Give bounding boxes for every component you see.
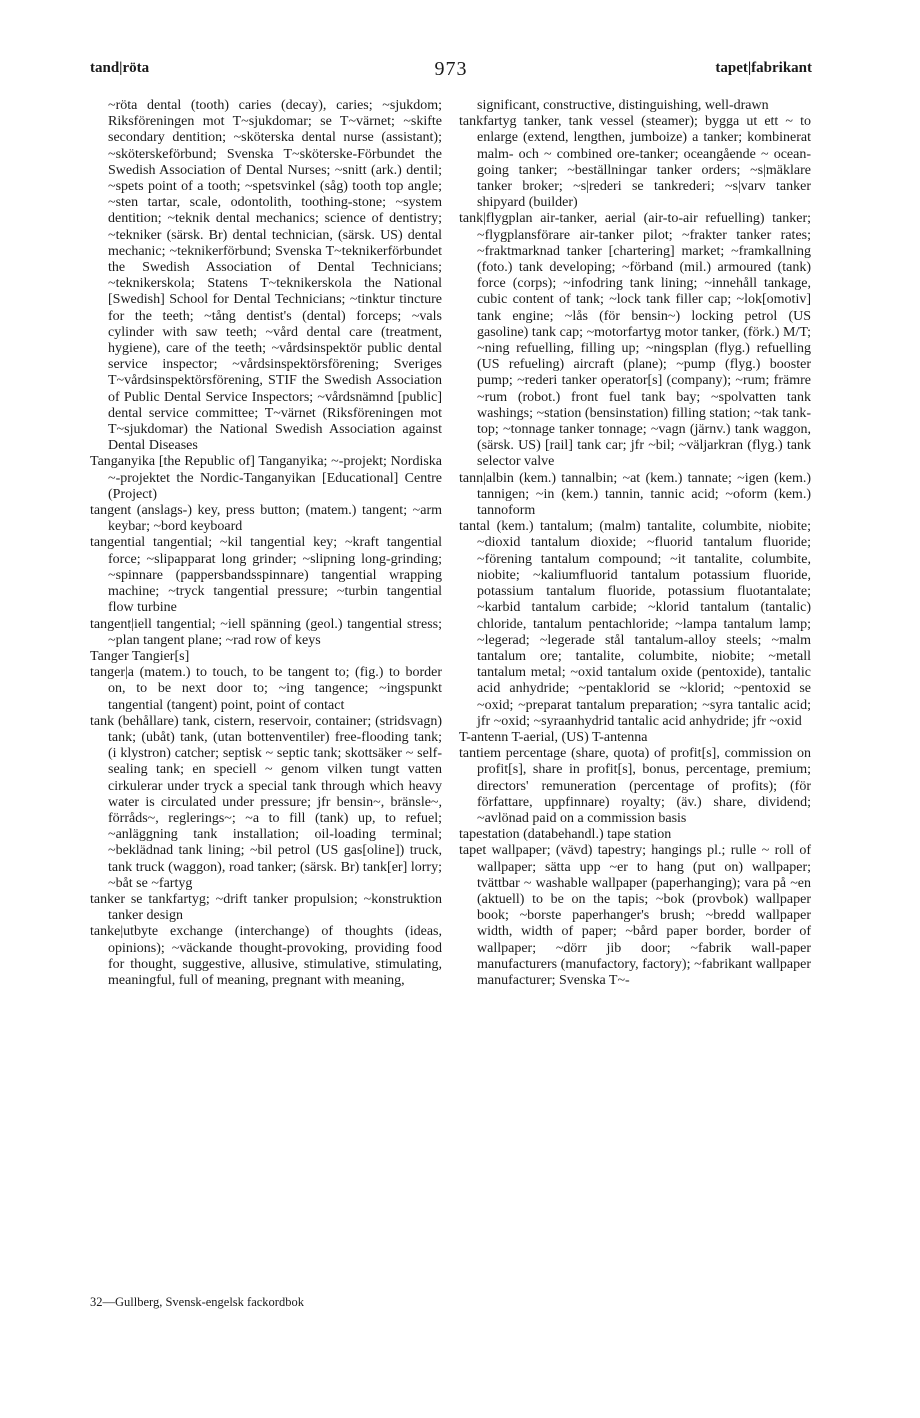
dictionary-entry: tank (behållare) tank, cistern, reservoir, container; (stridsvagn) tank; (ubåt) tank, (utan bottenventiler) free-flooding tank; (i klystron) catcher; septisk ~ septic tank; skottsäker ~ self-sealing tank; en speciell ~ genom vilken tungt vatten cirkulerar under tryck a special tank through which heavy water is circulated under pressure; jfr bensin~, bränsle~, förråds~, reglerings~; ~a to fill (tank) up, to refuel; ~anläggning tank installation; oil-loading terminal; ~beklädnad tank lining; ~bil petrol (US gas[oline]) truck, tank truck (waggon), road tanker; (särsk. Br) tank[er] lorry; ~båt se ~fartyg xyxy=(90,713,442,891)
left-guide-word: tand|röta xyxy=(90,60,150,76)
dictionary-entry: Tanger Tangier[s] xyxy=(90,648,190,664)
dictionary-entry: T-antenn T-aerial, (US) T-antenna xyxy=(459,729,648,745)
dictionary-entry: Tanganyika [the Republic of] Tanganyika; ~-projekt; Nordiska ~-projektet the Nordic-Tanganyikan [Educational] Centre (Project) xyxy=(90,454,442,502)
right-column xyxy=(459,98,811,989)
dictionary-entry: ~röta dental (tooth) caries (decay), caries; ~sjukdom; Riksföreningen mot T~sjukdomar; se T~värnet; ~skifte secondary dentition; ~sköterska dental nurse (assistant); ~sköterskeförbund; Svenska T~sköterske-Förbundet the Swedish Association of Dental Nurses; ~snitt (ark.) dentil; ~spets point of a tooth; ~spetsvinkel (såg) tooth top angle; ~sten tartar, scale, odontolith, toothing-stone; ~system dentition; ~teknik dental mechanics; science of dentistry; ~tekniker (särsk. Br) dental technician, (särsk. US) dental mechanic; ~teknikerförbund; Svenska T~teknikerförbundet the Swedish Association of Dental Technicians; ~teknikerskola; Statens T~teknikerskola the National [Swedish] School for Dental Technicians; ~tinktur tincture for the teeth; ~tång dentist's (dental) forceps; ~vals cylinder with saw teeth; ~vård dental care (treatment, hygiene), care of the teeth; ~vårdsinspektör public dental service inspector; ~vårdsinspektörsförening; Sveriges T~vårdsinspektörsförening, STIF the Swedish Association of Public Dental Service Inspectors; ~vårdsnämnd [public] dental service committee; T~värnet (Riksföreningen mot T~sjukdomar) the National Swedish Association against Dental Diseases xyxy=(108,98,442,454)
dictionary-entry: tangent (anslags-) key, press button; (matem.) tangent; ~arm keybar; ~bord keyboard xyxy=(90,503,442,535)
page-number: 973 xyxy=(434,58,468,80)
right-guide-word: tapet|fabrikant xyxy=(715,60,812,76)
dictionary-entry: significant, constructive, distinguishing, well-drawn xyxy=(477,98,769,113)
dictionary-entry: tantiem percentage (share, quota) of profit[s], commission on profit[s], share in profit[s], bonus, percentage, premium; directors' remuneration (percentage of profits); (för författare, uppfinnare) royalty; (äv.) share, dividend; ~avlönad paid on a commission basis xyxy=(459,746,811,826)
dictionary-entry: tank|flygplan air-tanker, aerial (air-to-air refuelling) tanker; ~flygplansförare air-tanker pilot; ~frakter tanker rates; ~fraktmarknad tanker [chartering] market; ~framkallning (foto.) tank developing; ~förband (mil.) armoured (tank) force (corps); ~infodring tank lining; ~innehåll tankage, cubic content of tank; ~lock tank filler cap; ~lok[omotiv] tank engine; ~lås (för bensin~) locking petrol (US gasoline) tank cap; ~motorfartyg motor tanker, (förk.) M/T; ~ning refuelling, filling up; ~ningsplan (flyg.) refuelling (US refueling) aircraft (plane); ~pump (flyg.) booster pump; ~rederi tanker operator[s] (company); ~rum; främre ~rum (robot.) front fuel tank bay; ~spolvatten tank washings; ~station (bensinstation) filling station; ~tak tank-top; ~tonnage tanker tonnage; ~vagn (järnv.) tank waggon, (särsk. US) [rail] tank car; jfr ~bil; ~väljarkran (flyg.) tank selector valve xyxy=(459,211,811,470)
dictionary-entry: tapet wallpaper; (vävd) tapestry; hangings pl.; rulle ~ roll of wallpaper; sätta upp ~er to hang (put on) wallpaper; tvättbar ~ washable wallpaper (paperhanging); vara på ~en (aktuell) to be on the tapis; ~bok (provbok) wallpaper book; ~borste paperhanger's brush; ~bredd wallpaper width, width of paper; ~bård paper border, border of wallpaper; ~dörr jib door; ~fabrik wall-paper manufacturers (manufactory, factory); ~fabrikant wallpaper manufacturer; Svenska T~- xyxy=(459,843,811,988)
dictionary-entry: tanker se tankfartyg; ~drift tanker propulsion; ~konstruktion tanker design xyxy=(90,891,442,924)
left-column xyxy=(90,98,442,989)
page-footer: 32—Gullberg, Svensk-engelsk fackordbok xyxy=(90,1295,304,1309)
dictionary-entry: tantal (kem.) tantalum; (malm) tantalite, columbite, niobite; ~dioxid tantalum dioxide; ~fluorid tantalum fluoride; ~förening tantalum compound; ~it tantalite, columbite, niobite; ~kaliumfluorid tantalum potassium fluoride, potassium tantalum fluoride, potassium fluotantalate; ~karbid tantalum carbide; ~klorid tantalum (tantalic) chloride, tantalum pentachloride; ~lampa tantalum lamp; ~legerad; ~legerade stål tantalum-alloy steels; ~malm tantalum ore; tantalite, columbite, niobite; ~metall tantalum metal; ~oxid tantalum oxide (pentoxide), tantalic acid anhydride; ~pentaklorid se ~klorid; ~pentoxid se ~oxid; ~preparat tantalum preparation; ~syra tantalic acid; jfr ~oxid; ~syraanhydrid tantalic acid anhydride; jfr ~oxid xyxy=(459,519,811,729)
dictionary-entry: tangential tangential; ~kil tangential key; ~kraft tangential force; ~slipapparat long grinder; ~slipning long-grinding; ~spinnare (pappersbandsspinnare) tangential wrapping machine; ~tryck tangential pressure; ~turbin tangential flow turbine xyxy=(90,535,442,616)
page-header xyxy=(90,60,812,84)
dictionary-entry: tanke|utbyte exchange (interchange) of thoughts (ideas, opinions); ~väckande thought-provoking, providing food for thought, suggestive, allusive, stimulative, stimulating, meaningful, full of meaning, pregnant with meaning, xyxy=(90,924,442,988)
dictionary-entry: tapestation (databehandl.) tape station xyxy=(459,827,672,843)
dictionary-entry: tann|albin (kem.) tannalbin; ~at (kem.) tannate; ~igen (kem.) tannigen; ~in (kem.) tannin, tannic acid; ~oform (kem.) tannoform xyxy=(459,470,811,519)
dictionary-entry: tangent|iell tangential; ~iell spänning (geol.) tangential stress; ~plan tangent plane; ~rad row of keys xyxy=(90,616,442,648)
dictionary-entry: tankfartyg tanker, tank vessel (steamer); bygga ut ett ~ to enlarge (extend, lengthen, jumboize) a tanker; kombinerat malm- och ~ combined ore-tanker; oceangående ~ ocean-going tanker; ~beställningar tanker orders; ~s|mäklare tanker broker; ~s|rederi se tankrederi; ~s|varv tanker shipyard (builder) xyxy=(459,114,811,211)
dictionary-entry: tanger|a (matem.) to touch, to be tangent to; (fig.) to border on, to be next door to; ~ing tangence; ~ingspunkt tangential (tangent) point, point of contact xyxy=(90,665,442,713)
